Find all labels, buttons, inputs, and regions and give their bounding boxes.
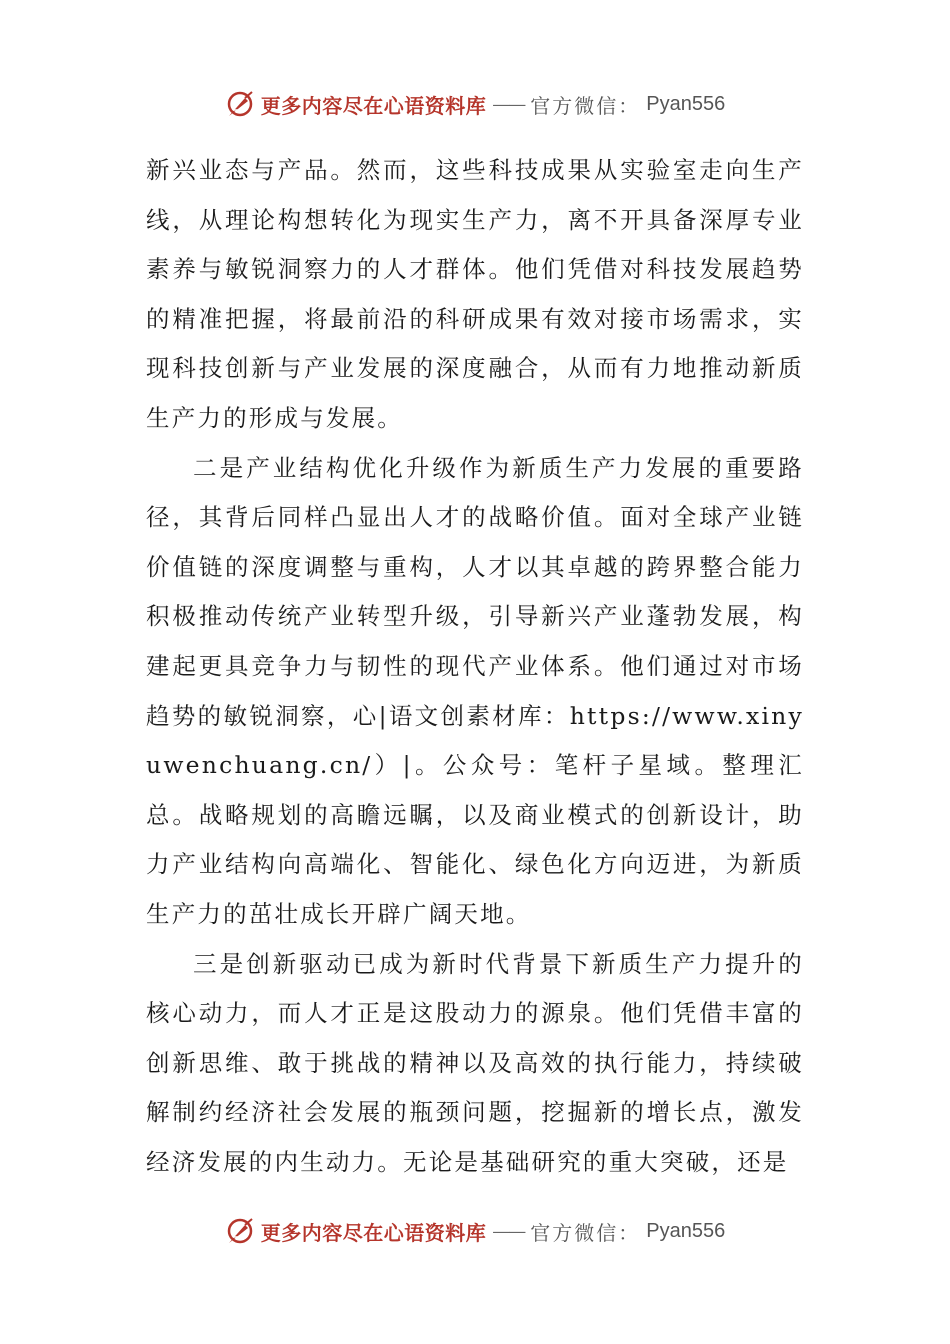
- paragraph-2: 二是产业结构优化升级作为新质生产力发展的重要路径，其背后同样凸显出人才的战略价值。面对全球产业链价值链的深度调整与重构，人才以其卓越的跨界整合能力积极推动传统产业转型升级，引导新兴产业蓬勃发展，构建起更具竞争力与韧性的现代产业体系。他们通过对市场趋势的敏锐洞察，心|语文创素材库：https://www.xinyuwenchuang.cn/）|。公众号：笔杆子星域。整理汇总。战略规划的高瞻远瞩，以及商业模式的创新设计，助力产业结构向高端化、智能化、绿色化方向迈进，为新质生产力的茁壮成长开辟广阔天地。: [146, 453, 804, 928]
- banner-wechat-label: 官方微信：: [530, 1220, 641, 1245]
- quill-logo-icon: [225, 89, 255, 119]
- quill-logo-icon: [225, 1216, 255, 1246]
- banner-dash: ——: [492, 93, 525, 115]
- banner-dash: ——: [492, 1220, 525, 1242]
- header-banner: [0, 84, 950, 124]
- banner-title: 更多内容尽在心语资料库: [260, 93, 487, 118]
- banner-title: 更多内容尽在心语资料库: [260, 1220, 487, 1245]
- document-body: [146, 146, 804, 1187]
- banner-wechat-label: 官方微信：: [530, 93, 641, 118]
- paragraph-1: 新兴业态与产品。然而，这些科技成果从实验室走向生产线，从理论构想转化为现实生产力，离不开具备深厚专业素养与敏锐洞察力的人才群体。他们凭借对科技发展趋势的精准把握，将最前沿的科研成果有效对接市场需求，实现科技创新与产业发展的深度融合，从而有力地推动新质生产力的形成与发展。: [146, 156, 804, 432]
- footer-banner: [0, 1211, 950, 1251]
- paragraph-3: 三是创新驱动已成为新时代背景下新质生产力提升的核心动力，而人才正是这股动力的源泉。他们凭借丰富的创新思维、敢于挑战的精神以及高效的执行能力，持续破解制约经济社会发展的瓶颈问题，挖掘新的增长点，激发经济发展的内生动力。无论是基础研究的重大突破，还是: [146, 949, 804, 1176]
- banner-wechat-id: Pyan556: [646, 1219, 726, 1242]
- banner-wechat-id: Pyan556: [646, 92, 726, 115]
